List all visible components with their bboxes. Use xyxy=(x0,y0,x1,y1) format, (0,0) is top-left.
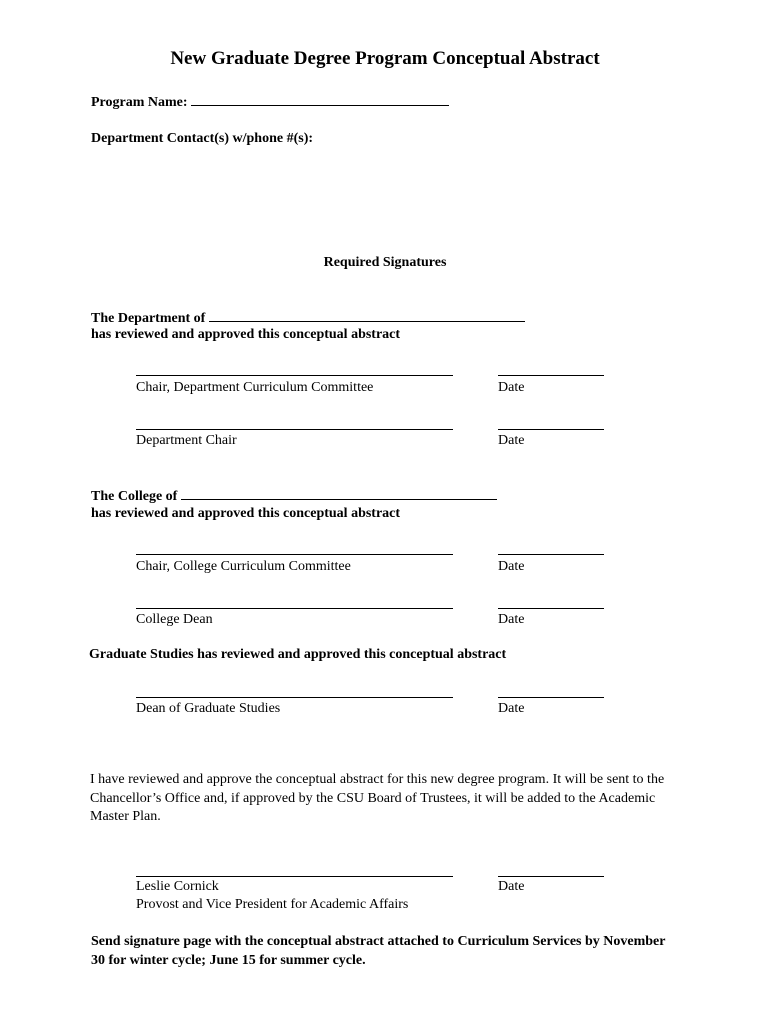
signer-title: College Dean xyxy=(136,612,213,627)
department-row xyxy=(91,308,525,327)
signer-title: Department Chair xyxy=(136,433,237,448)
department-label: The Department of xyxy=(91,311,206,326)
signature-line[interactable] xyxy=(136,876,453,877)
date-line[interactable] xyxy=(498,608,604,609)
provost-name: Leslie Cornick xyxy=(136,879,219,894)
college-label: The College of xyxy=(91,489,178,504)
college-name-field[interactable] xyxy=(181,486,497,500)
signature-line[interactable] xyxy=(136,429,453,430)
date-line[interactable] xyxy=(498,876,604,877)
signature-line[interactable] xyxy=(136,608,453,609)
program-name-label: Program Name: xyxy=(91,95,188,110)
date-line[interactable] xyxy=(498,429,604,430)
date-label: Date xyxy=(498,612,525,627)
department-approval-text: has reviewed and approved this conceptual abstract xyxy=(91,327,401,342)
date-label: Date xyxy=(498,879,525,894)
signature-line[interactable] xyxy=(136,697,453,698)
page-title: New Graduate Degree Program Conceptual Abstract xyxy=(170,48,600,69)
date-label: Date xyxy=(498,559,525,574)
date-label: Date xyxy=(498,380,525,395)
signature-line[interactable] xyxy=(136,375,453,376)
date-line[interactable] xyxy=(498,697,604,698)
date-line[interactable] xyxy=(498,554,604,555)
date-line[interactable] xyxy=(498,375,604,376)
department-contacts-field[interactable] xyxy=(91,152,691,242)
department-contacts-label: Department Contact(s) w/phone #(s): xyxy=(91,131,314,146)
date-label: Date xyxy=(498,433,525,448)
provost-statement: I have reviewed and approve the conceptual abstract for this new degree program. It will be sent to the Chancellor’s Office and, if approved by the CSU Board of Trustees, it will be added to the Academic Master Plan. xyxy=(90,772,665,824)
college-approval-text: has reviewed and approved this conceptual abstract xyxy=(91,506,401,521)
signer-title: Chair, Department Curriculum Committee xyxy=(136,380,374,395)
signature-line[interactable] xyxy=(136,554,453,555)
required-signatures-heading: Required Signatures xyxy=(323,255,447,270)
department-name-field[interactable] xyxy=(209,308,525,322)
program-name-row xyxy=(91,92,449,111)
signer-title: Chair, College Curriculum Committee xyxy=(136,559,351,574)
submission-instructions: Send signature page with the conceptual abstract attached to Curriculum Services by November 30 for winter cycle; June 15 for summer cycle. xyxy=(91,934,666,968)
provost-title: Provost and Vice President for Academic Affairs xyxy=(136,897,409,912)
date-label: Date xyxy=(498,701,525,716)
college-row xyxy=(91,486,497,505)
graduate-approval-text: Graduate Studies has reviewed and approved this conceptual abstract xyxy=(89,647,507,662)
signer-title: Dean of Graduate Studies xyxy=(136,701,281,716)
program-name-field[interactable] xyxy=(191,92,449,106)
